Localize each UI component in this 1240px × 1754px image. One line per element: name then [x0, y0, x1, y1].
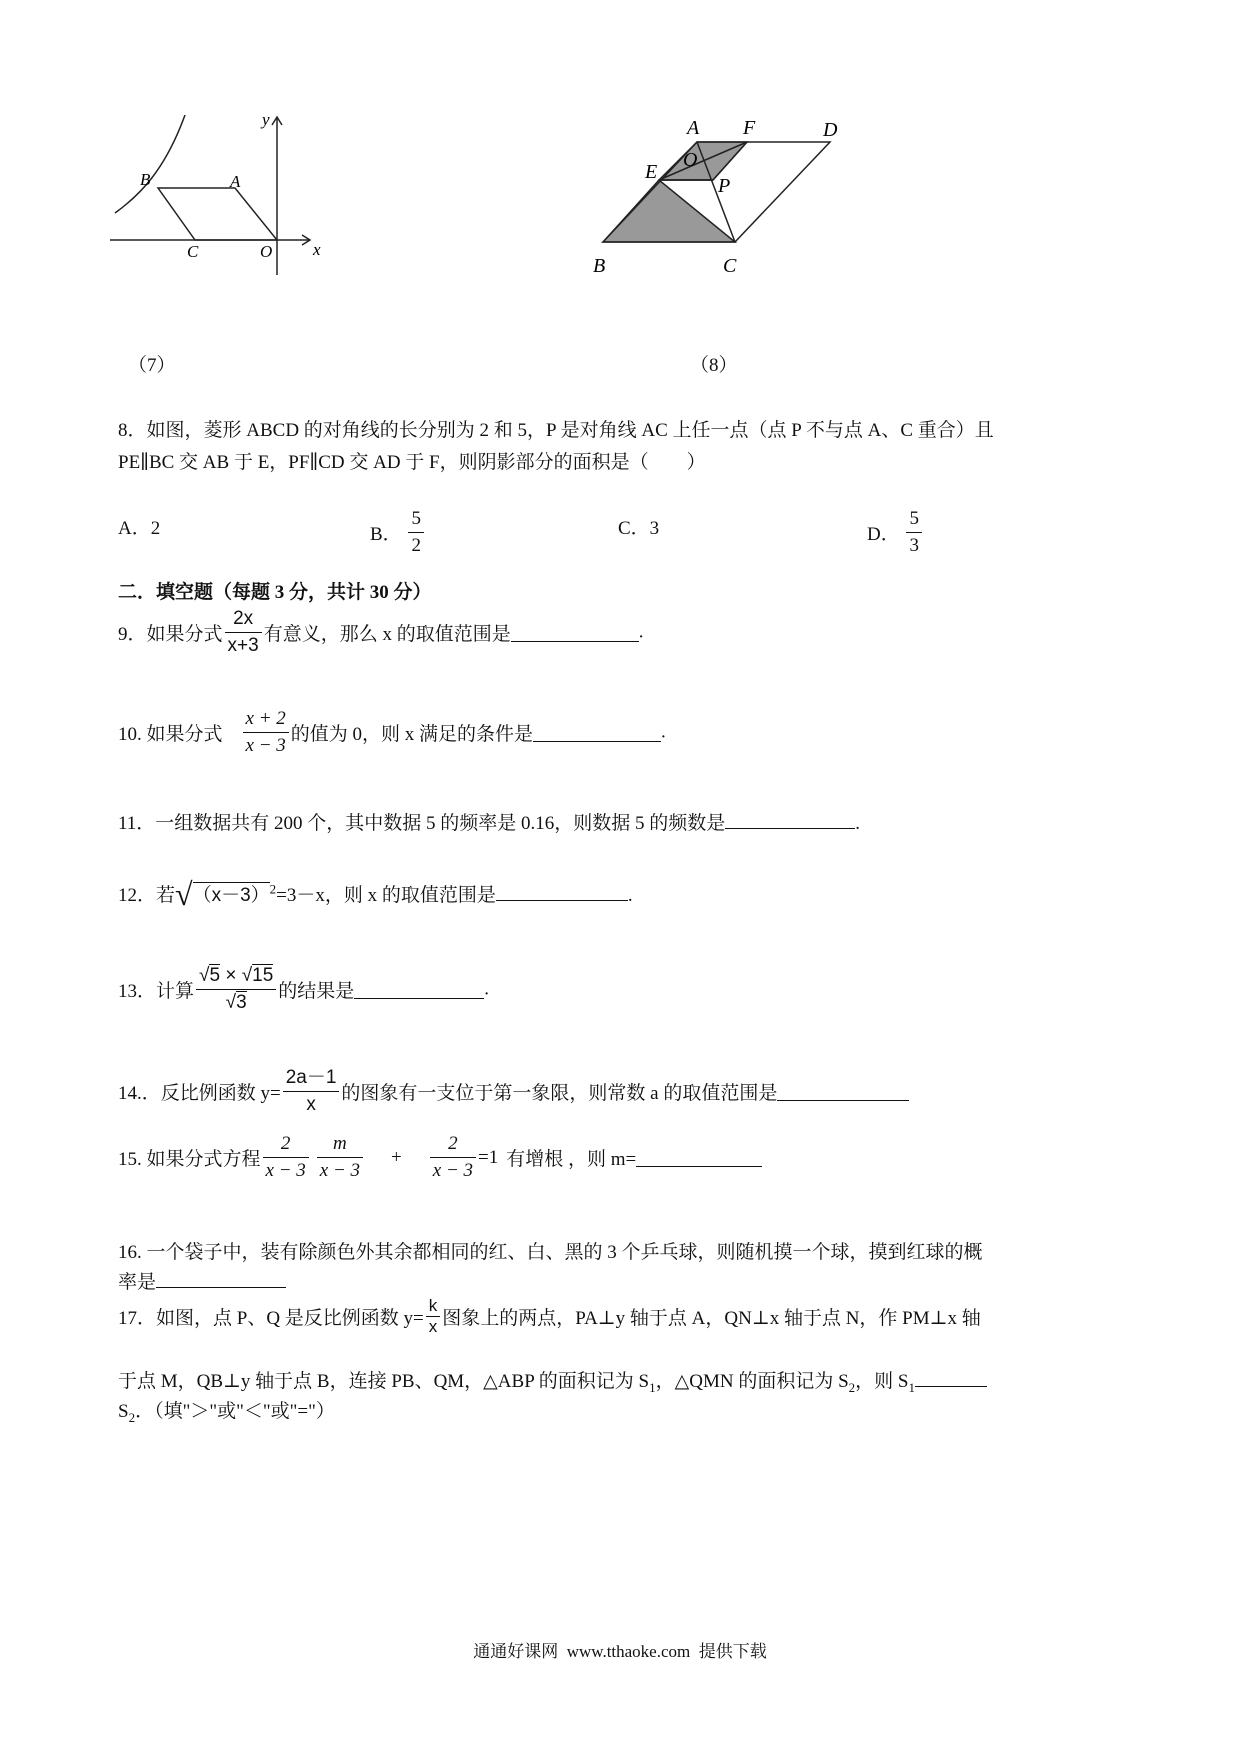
q9-end: .: [638, 621, 644, 643]
section-2-title: 二．填空题（每题 3 分，共计 30 分）: [118, 582, 432, 603]
q12-radicand: （x－3）: [193, 882, 270, 906]
q9-pre: 9．如果分式: [118, 624, 223, 645]
q13-num-b: 15: [252, 965, 274, 986]
q15: [118, 1131, 762, 1184]
q13: [118, 963, 489, 1016]
label-C8: C: [723, 255, 737, 277]
q16-line1: 16. 一个袋子中，装有除颜色外其余都相同的红、白、黑的 3 个乒乓球，则随机摸一个球，摸到红球的概: [118, 1242, 983, 1263]
q8-option-c: C．3: [618, 518, 660, 539]
frac-den: x − 3: [432, 1160, 474, 1181]
q15-frac-3: [430, 1131, 476, 1184]
q16-line2: [118, 1267, 286, 1294]
q17-line2-text: 于点 M，QB⊥y 轴于点 B，连接 PB、QM，△ABP 的面积记为 S: [118, 1371, 650, 1392]
frac-num: x + 2: [243, 706, 289, 733]
q17-post: 图象上的两点，PA⊥y 轴于点 A，QN⊥x 轴于点 N，作 PM⊥x 轴: [442, 1308, 981, 1329]
q14: [118, 1065, 909, 1118]
label-D8: D: [823, 119, 838, 141]
q17-line3: [118, 1396, 335, 1426]
q13-post: 的结果是: [278, 981, 355, 1002]
q17-line2: [118, 1366, 987, 1396]
sqrt-icon: √: [225, 992, 237, 1013]
footer-text: 通通好课网 www.tthaoke.com 提供下载: [473, 1642, 767, 1661]
q10: [118, 706, 666, 759]
q14-frac: [283, 1065, 340, 1118]
frac-den: x − 3: [265, 1160, 306, 1181]
frac-num: 2a－1: [283, 1065, 340, 1092]
q15-frac-1: [263, 1131, 309, 1184]
frac-num: 2: [430, 1131, 476, 1158]
q8-option-b: [370, 506, 426, 559]
frac-den: x − 3: [319, 1160, 361, 1181]
frac-den: x+3: [227, 635, 259, 656]
q17-line1: [118, 1296, 981, 1337]
q11-end: .: [855, 813, 861, 834]
subscript: 1: [908, 1379, 915, 1395]
frac-num: 2x: [225, 606, 262, 633]
q14-pre: 14.．反比例函数 y=: [118, 1083, 281, 1104]
q12: [118, 878, 633, 910]
q12-exp: 2: [269, 881, 277, 897]
plus-sign: +: [391, 1146, 402, 1168]
q13-num-a: 5: [209, 965, 221, 986]
label-C: C: [187, 242, 199, 261]
q15-eq: =1: [478, 1146, 499, 1168]
q15-pre: 15. 如果分式方程: [118, 1149, 261, 1170]
q17-line2-end: ，则 S: [855, 1371, 909, 1392]
q12-pre: 12．若: [118, 885, 176, 906]
q12-answer-blank[interactable]: [496, 882, 628, 901]
label-B: B: [140, 170, 151, 189]
figure-7-caption: （7）: [128, 355, 176, 376]
q14-answer-blank[interactable]: [777, 1082, 909, 1101]
q11-text: 11．一组数据共有 200 个，其中数据 5 的频率是 0.16，则数据 5 的频数是: [118, 813, 726, 834]
q10-end: .: [661, 721, 666, 743]
label-F8: F: [743, 117, 756, 139]
frac-den: 3: [909, 535, 919, 556]
q10-pre: 10. 如果分式: [118, 724, 223, 745]
q13-pre: 13．计算: [118, 981, 195, 1002]
q10-frac: [243, 706, 289, 759]
q16-answer-blank[interactable]: [156, 1269, 286, 1288]
frac-den: x: [306, 1094, 316, 1115]
subscript: 2: [848, 1379, 856, 1395]
q8-option-d-frac: [906, 506, 922, 559]
q8-option-d: [867, 506, 924, 559]
q17-line2-mid: ，△QMN 的面积记为 S: [655, 1371, 849, 1392]
q9-answer-blank[interactable]: [511, 623, 639, 642]
q10-post: 的值为 0，则 x 满足的条件是: [290, 724, 534, 745]
q8-option-a: A．2: [118, 518, 161, 539]
label-O: O: [260, 242, 273, 261]
q17-pre: 17．如图，点 P、Q 是反比例函数 y=: [118, 1308, 424, 1329]
sqrt-icon: √: [199, 965, 210, 986]
q13-frac: [196, 963, 276, 1016]
q8-line2: PE∥BC 交 AB 于 E，PF∥CD 交 AD 于 F，则阴影部分的面积是（ ）: [118, 452, 706, 473]
frac-num: 5: [906, 506, 922, 533]
q9-post: 有意义，那么 x 的取值范围是: [263, 624, 511, 645]
q8-option-b-label: B．: [370, 524, 402, 545]
q13-answer-blank[interactable]: [354, 980, 484, 999]
times-sign: ×: [225, 965, 237, 986]
label-E8: E: [645, 161, 658, 183]
q8-line1: 8．如图，菱形 ABCD 的对角线的长分别为 2 和 5，P 是对角线 AC 上任一点（点 P 不与点 A、C 重合）且: [118, 420, 994, 441]
label-x: x: [313, 240, 321, 259]
parallelogram-bcoa: [158, 188, 277, 240]
frac-num: [196, 963, 276, 990]
q11: [118, 808, 860, 835]
q17-frac: [426, 1296, 441, 1337]
q10-answer-blank[interactable]: [533, 723, 661, 742]
label-A: A: [230, 172, 241, 191]
q15-post: 有增根 ，则 m=: [506, 1149, 637, 1170]
q17-line3-text: ．（填"＞"或"＜"或"="）: [135, 1401, 335, 1422]
q9: [118, 606, 643, 659]
q14-post: 的图象有一支位于第一象限，则常数 a 的取值范围是: [341, 1083, 778, 1104]
q15-answer-blank[interactable]: [636, 1148, 762, 1167]
subscript: 2: [128, 1409, 136, 1425]
frac-den: x: [428, 1317, 438, 1336]
label-A8: A: [687, 117, 700, 139]
subscript: 1: [649, 1379, 656, 1395]
figure-7: [110, 115, 370, 285]
label-P8: P: [718, 175, 731, 197]
label-O8: O: [683, 149, 698, 171]
q8-option-d-label: D．: [867, 524, 900, 545]
q15-frac-2: [317, 1131, 363, 1184]
q12-post: =3－x，则 x 的取值范围是: [276, 885, 496, 906]
figure-8-caption: （8）: [690, 355, 738, 376]
frac-den: 2: [411, 535, 421, 556]
q17-answer-blank[interactable]: [915, 1368, 987, 1387]
q8-option-b-frac: [408, 506, 424, 559]
q9-frac: [225, 606, 262, 659]
frac-den: x − 3: [245, 735, 286, 756]
label-B8: B: [593, 255, 606, 277]
label-y: y: [262, 115, 270, 129]
q13-end: .: [484, 978, 490, 1000]
q12-end: .: [627, 885, 633, 906]
frac-num: m: [317, 1131, 363, 1158]
figure-8: [585, 110, 885, 285]
q17-s2: S: [118, 1401, 129, 1422]
q13-den: 3: [236, 992, 247, 1013]
frac-num: 5: [408, 506, 424, 533]
hyperbola-curve: [115, 115, 185, 213]
sqrt-icon: √: [241, 965, 253, 986]
q11-answer-blank[interactable]: [725, 810, 855, 829]
sqrt-icon: √: [175, 876, 193, 912]
frac-num: k: [426, 1296, 441, 1317]
frac-num: 2: [263, 1131, 309, 1158]
frac-den: [196, 990, 276, 1016]
q16-line2-text: 率是: [118, 1272, 157, 1293]
